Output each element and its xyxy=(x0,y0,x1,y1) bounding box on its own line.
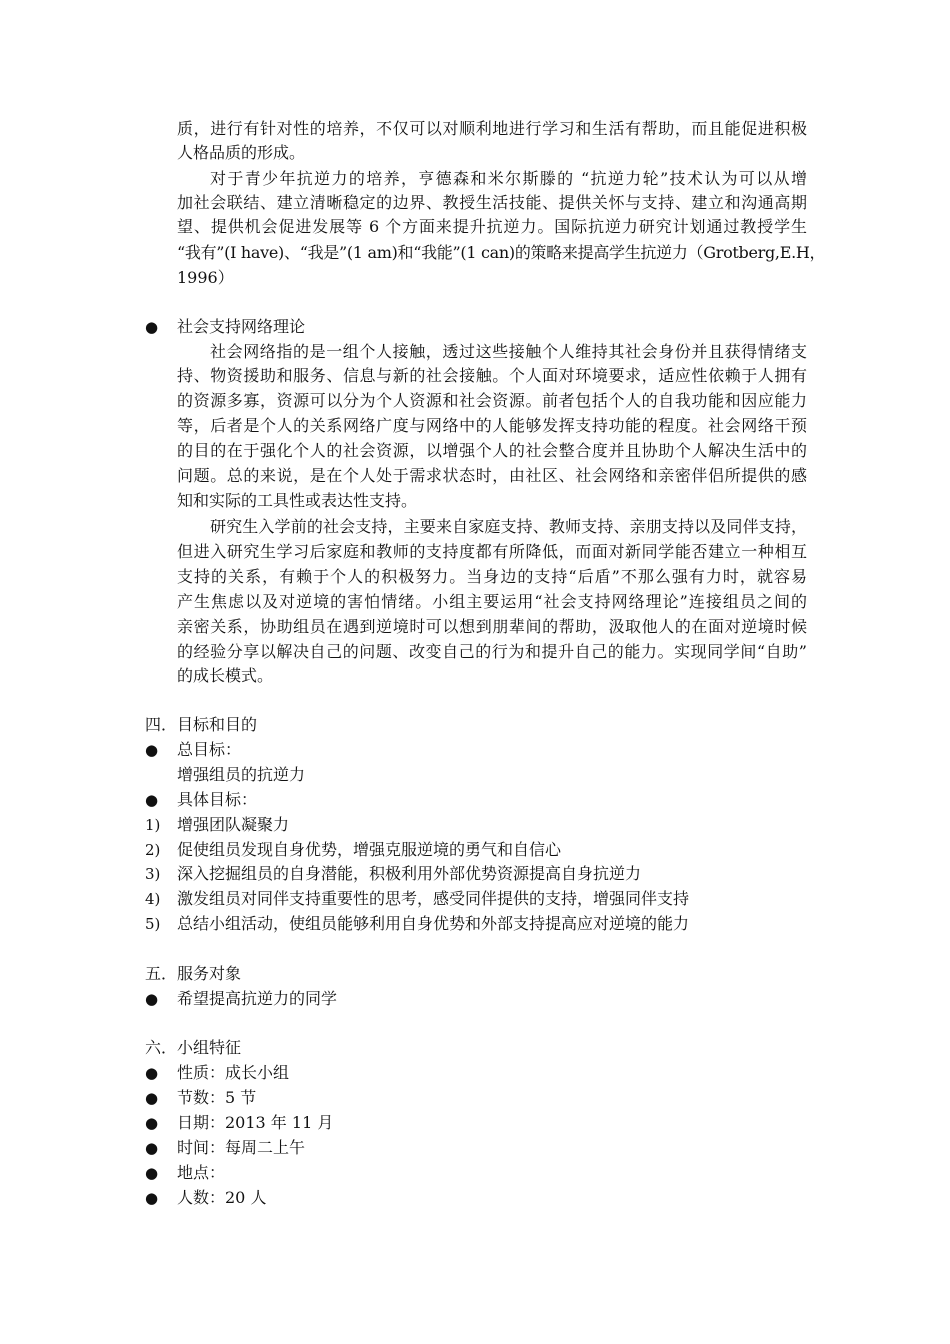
ss-p1-line-6: 问题。总的来说，是在个人处于需求状态时，由社区、社会网络和亲密伴侣所提供的感 xyxy=(177,466,807,485)
bullet-icon: ● xyxy=(145,1164,159,1182)
ss-p2-line-1: 研究生入学前的社会支持，主要来自家庭支持、教师支持、亲朋支持以及同伴支持， xyxy=(210,517,807,536)
ss-p2-line-3: 支持的关系，有赖于个人的积极努力。当身边的支持“后盾”不那么强有力时，就容易 xyxy=(177,567,807,586)
section-4-heading: 四．目标和目的 xyxy=(145,715,258,734)
resilience-line-1: 对于青少年抗逆力的培养，亨德森和米尔斯滕的 “抗逆力轮”技术认为可以从增 xyxy=(210,169,807,188)
bullet-icon: ● xyxy=(145,741,159,759)
resilience-line-3: 望、提供机会促进发展等 6 个方面来提升抗逆力。国际抗逆力研究计划通过教授学生 xyxy=(177,217,807,236)
section-5-heading: 五．服务对象 xyxy=(145,964,242,983)
list-item: 总结小组活动，使组员能够利用自身优势和外部支持提高应对逆境的能力 xyxy=(177,914,690,933)
ss-p1-line-7: 知和实际的工具性或表达性支持。 xyxy=(177,491,418,510)
list-item: 深入挖掘组员的自身潜能，积极利用外部优势资源提高自身抗逆力 xyxy=(177,864,642,883)
list-number: 5) xyxy=(145,915,161,933)
ss-p1-line-3: 的资源多寡，资源可以分为个人资源和社会资源。前者包括个人的自我功能和因应能力 xyxy=(177,391,807,410)
ss-p1-line-1: 社会网络指的是一组个人接触，透过这些接触个人维持其社会身份并且获得情绪支 xyxy=(210,342,807,361)
list-item: 时间：每周二上午 xyxy=(177,1138,306,1157)
ss-p2-line-7: 的成长模式。 xyxy=(177,666,274,685)
bullet-icon: ● xyxy=(145,1189,159,1207)
social-support-title: 社会支持网络理论 xyxy=(177,317,306,336)
section-6-heading: 六．小组特征 xyxy=(145,1038,242,1057)
list-number: 4) xyxy=(145,890,161,908)
ss-p1-line-5: 的目的在于强化个人的社会资源，以增强个人的社会整合度并且协助个人解决生活中的 xyxy=(177,441,807,460)
list-item: 节数：5 节 xyxy=(177,1088,257,1107)
resilience-line-2: 加社会联结、建立清晰稳定的边界、教授生活技能、提供关怀与支持、建立和沟通高期 xyxy=(177,193,807,212)
list-item: 人数：20 人 xyxy=(177,1188,267,1207)
list-item: 性质：成长小组 xyxy=(177,1063,290,1082)
ss-p1-line-2: 持、物资援助和服务、信息与新的社会接触。个人面对环境要求，适应性依赖于人拥有 xyxy=(177,366,807,385)
bullet-icon: ● xyxy=(145,990,159,1008)
overall-goal-value: 增强组员的抗逆力 xyxy=(177,765,306,784)
list-number: 2) xyxy=(145,841,161,859)
resilience-line-5: 1996） xyxy=(177,268,234,287)
intro-line-2: 人格品质的形成。 xyxy=(177,143,306,162)
list-item: 激发组员对同伴支持重要性的思考，感受同伴提供的支持，增强同伴支持 xyxy=(177,889,690,908)
bullet-icon: ● xyxy=(145,1114,159,1132)
list-item: 日期：2013 年 11 月 xyxy=(177,1113,334,1132)
bullet-icon: ● xyxy=(145,791,159,809)
list-number: 1) xyxy=(145,816,161,834)
bullet-icon: ● xyxy=(145,1139,159,1157)
ss-p2-line-6: 的经验分享以解决自己的问题、改变自己的行为和提升自己的能力。实现同学间“自助” xyxy=(177,642,807,661)
ss-p2-line-2: 但进入研究生学习后家庭和教师的支持度都有所降低，而面对新同学能否建立一种相互 xyxy=(177,542,807,561)
bullet-icon: ● xyxy=(145,318,159,336)
list-item: 希望提高抗逆力的同学 xyxy=(177,989,338,1008)
ss-p1-line-4: 等，后者是个人的关系网络广度与网络中的人能够发挥支持功能的程度。社会网络干预 xyxy=(177,416,807,435)
list-item: 地点： xyxy=(177,1163,226,1182)
specific-goals-label: 具体目标： xyxy=(177,790,258,809)
overall-goal-label: 总目标： xyxy=(177,740,242,759)
ss-p2-line-4: 产生焦虑以及对逆境的害怕情绪。小组主要运用“社会支持网络理论”连接组员之间的 xyxy=(177,592,807,611)
ss-p2-line-5: 亲密关系，协助组员在遇到逆境时可以想到朋辈间的帮助，汲取他人的在面对逆境时候 xyxy=(177,617,807,636)
resilience-line-4: “我有”(I have)、“我是”(1 am)和“我能”(1 can)的策略来提高学生抗逆力（Grotberg,E.H， xyxy=(177,243,826,262)
list-item: 增强团队凝聚力 xyxy=(177,815,290,834)
intro-line-1: 质，进行有针对性的培养，不仅可以对顺利地进行学习和生活有帮助，而且能促进积极 xyxy=(177,119,807,138)
list-item: 促使组员发现自身优势，增强克服逆境的勇气和自信心 xyxy=(177,840,562,859)
bullet-icon: ● xyxy=(145,1089,159,1107)
bullet-icon: ● xyxy=(145,1064,159,1082)
list-number: 3) xyxy=(145,865,161,883)
